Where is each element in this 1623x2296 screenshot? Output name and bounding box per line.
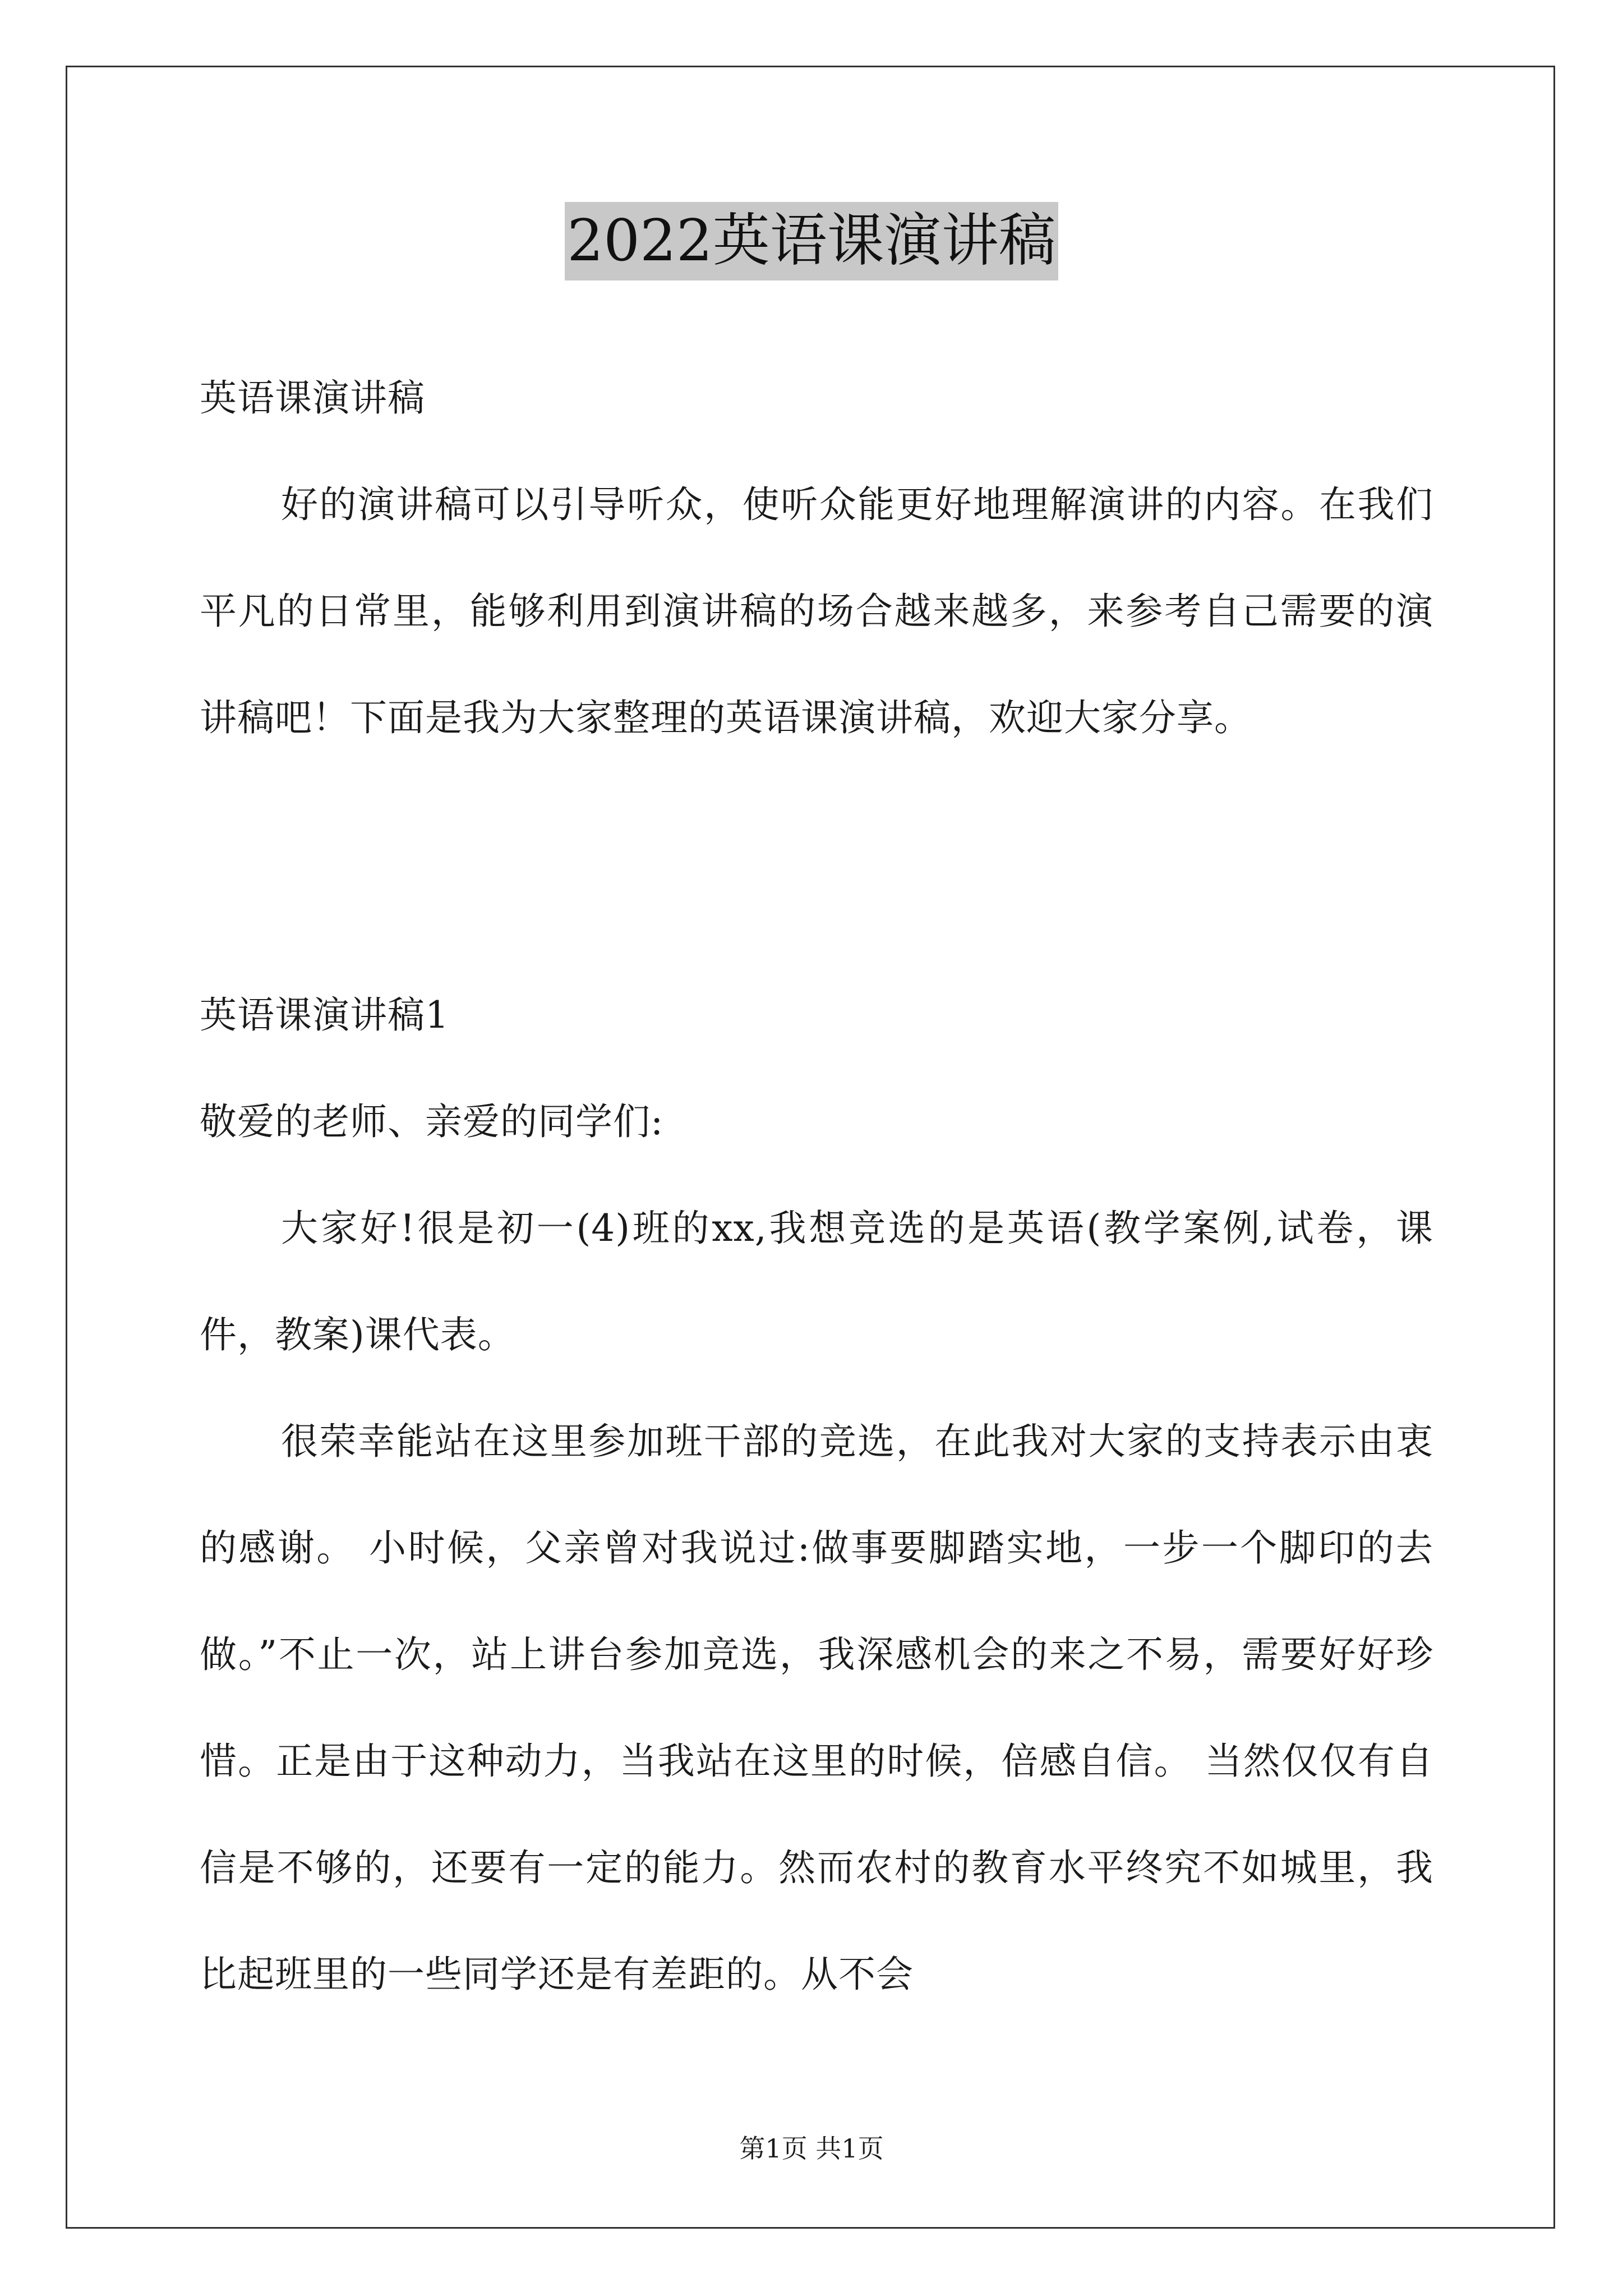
intro-paragraph: 好的演讲稿可以引导听众，使听众能更好地理解演讲的内容。在我们平凡的日常里，能够利用到演讲稿的场合越来越多，来参考自己需要的演讲稿吧！下面是我为大家整理的英语课演讲稿，欢迎大家分享。 [200,483,1433,739]
salutation: 敬爱的老师、亲爱的同学们: [200,1100,664,1143]
self-introduction-paragraph: 大家好!很是初一(4)班的xx,我想竞选的是英语(教学案例,试卷，课件，教案)课代表。 [200,1207,1433,1356]
document-title-text: 2022英语课演讲稿 [565,202,1058,280]
speech-heading: 英语课演讲稿1 [200,993,449,1037]
section-heading: 英语课演讲稿 [200,376,425,420]
page-footer: 第1页 共1页 [739,2133,884,2164]
document-title [0,202,1623,280]
body-paragraph: 很荣幸能站在这里参加班干部的竞选，在此我对大家的支持表示由衷的感谢。 小时候，父亲曾对我说过:做事要脚踏实地，一步一个脚印的去做。”不止一次，站上讲台参加竞选，我深感机会的来之不易，需要好好珍惜。正是由于这种动力，当我站在这里的时候，倍感自信。 当然仅仅有自信是不够的，还要有一定的能力。然而农村的教育水平终究不如城里，我比起班里的一些同学还是有差距的。从不会 [200,1420,1433,1996]
